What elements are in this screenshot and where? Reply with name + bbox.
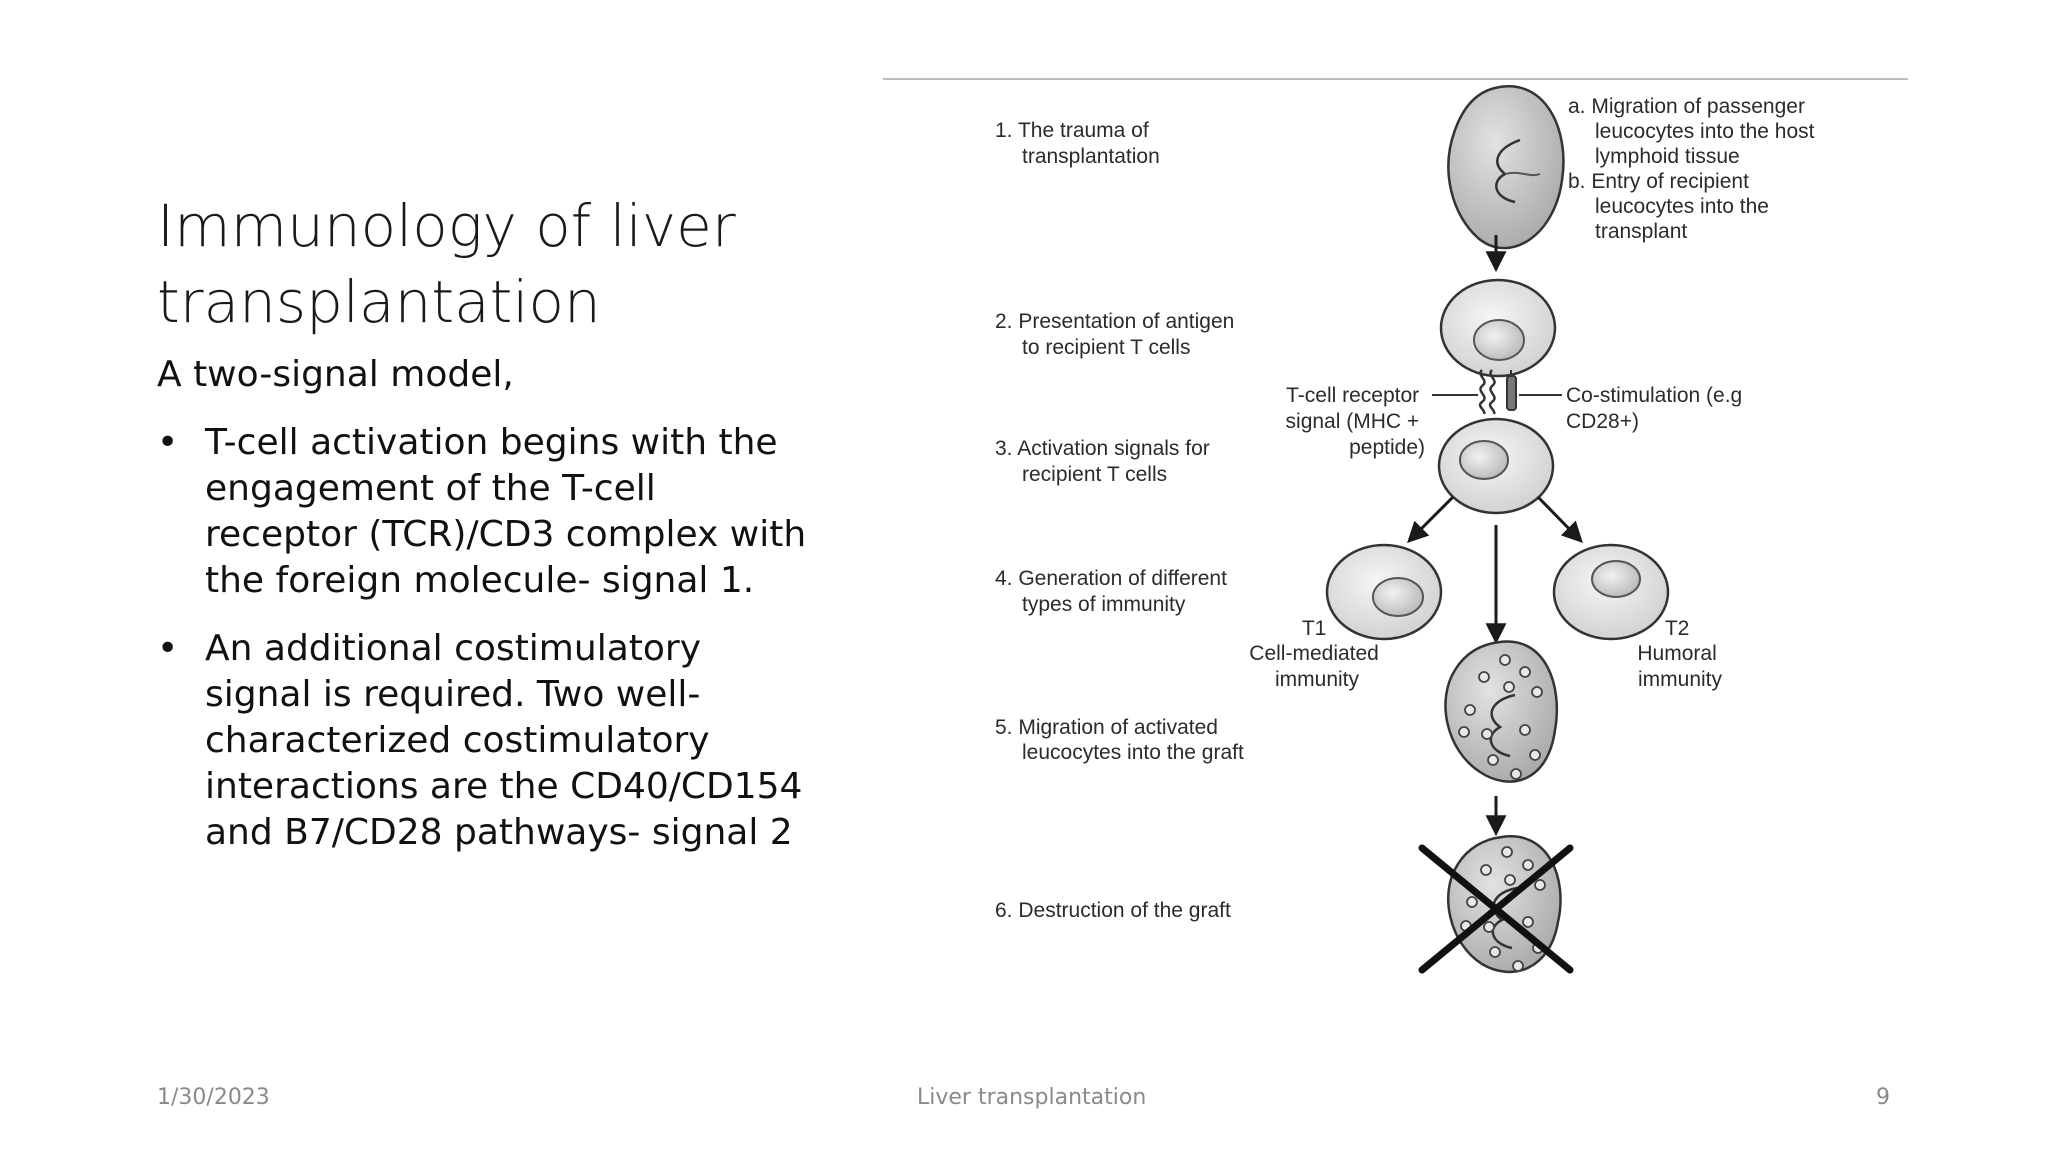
step-3-label [995,437,1216,486]
antigen-presenting-cell [1441,280,1555,376]
t2-line: Humoral [1637,642,1717,665]
step-1-label [995,119,1160,168]
costim-line: CD28+) [1566,410,1639,433]
slide-title-line-2: transplantation [157,268,601,336]
step-2-line-1: 2. Presentation of antigen [995,310,1235,333]
bullet-line: T-cell activation begins with the [205,422,778,463]
bullet-line: interactions are the CD40/CD154 [205,766,803,807]
t2-cell [1554,545,1668,639]
bullet-line: An additional costimulatory [205,628,702,669]
step-6-line-1: 6. Destruction of the graft [995,899,1231,922]
migration-notes [1568,95,1820,243]
footer-date: 1/30/2023 [157,1085,270,1110]
t1-line: Cell-mediated [1249,642,1379,665]
note-line: leucocytes into the host [1595,120,1815,143]
t1-cell [1327,545,1441,639]
bullet-marker: • [157,628,179,669]
recipient-t-cell [1439,419,1553,513]
step-1-line-2: transplantation [1022,145,1160,168]
bullet-marker: • [157,422,179,463]
note-line: leucocytes into the [1595,195,1769,218]
step-4-line-2: types of immunity [1022,593,1186,616]
step-2-label [995,310,1240,359]
step-1-line-1: 1. The trauma of [995,119,1149,142]
rejection-diagram [880,70,1920,1010]
t1-line: T1 [1301,617,1327,640]
note-line: a. Migration of passenger [1568,95,1805,118]
intro-text: A two-signal model, [157,354,514,395]
step-5-label [995,716,1244,764]
step-3-line-1: 3. Activation signals for [995,437,1210,460]
slide-title-line-1: Immunology of liver [157,192,736,260]
footer-title: Liver transplantation [917,1085,1147,1110]
bullet-line: the foreign molecule- signal 1. [205,560,755,601]
t1-line: immunity [1274,668,1360,691]
step-6-label [995,899,1231,922]
costim-label [1566,384,1748,433]
note-line: transplant [1595,220,1688,243]
t2-label [1637,617,1722,691]
bullet-line: engagement of the T-cell [205,468,656,509]
step-3-line-2: recipient T cells [1022,463,1168,486]
tcr-signal-label [1286,384,1425,459]
step-4-label [995,567,1233,616]
tcr-line: peptide) [1349,436,1425,459]
bullet-line: characterized costimulatory [205,720,710,761]
step-5-line-1: 5. Migration of activated [995,716,1218,739]
slide-title [157,188,837,340]
graft-organ-infiltrated [1445,641,1556,781]
graft-organ-intact [1448,86,1563,248]
bullet-item-signal-2 [157,626,817,856]
bullet-line: and B7/CD28 pathways- signal 2 [205,812,793,853]
tcr-line: signal (MHC + [1285,410,1420,433]
bullet-item-signal-1 [157,420,817,604]
bullet-list [157,420,817,878]
step-2-line-2: to recipient T cells [1022,336,1191,359]
rejection-diagram-svg [880,70,1920,1010]
tcr-line: T-cell receptor [1286,384,1420,407]
bullet-line: signal is required. Two well- [205,674,701,715]
costim-line: Co-stimulation (e.g [1566,384,1743,407]
arrow-to-t1 [1410,497,1453,540]
step-5-line-2: leucocytes into the graft [1022,741,1244,764]
t2-line: immunity [1637,668,1723,691]
arrow-to-t2 [1538,497,1580,540]
bullet-line: receptor (TCR)/CD3 complex with [205,514,807,555]
note-line: lymphoid tissue [1595,145,1740,168]
slide-number: 9 [1876,1085,1890,1110]
step-4-line-1: 4. Generation of different [995,567,1227,590]
t2-line: T2 [1664,617,1690,640]
note-line: b. Entry of recipient [1568,170,1749,193]
